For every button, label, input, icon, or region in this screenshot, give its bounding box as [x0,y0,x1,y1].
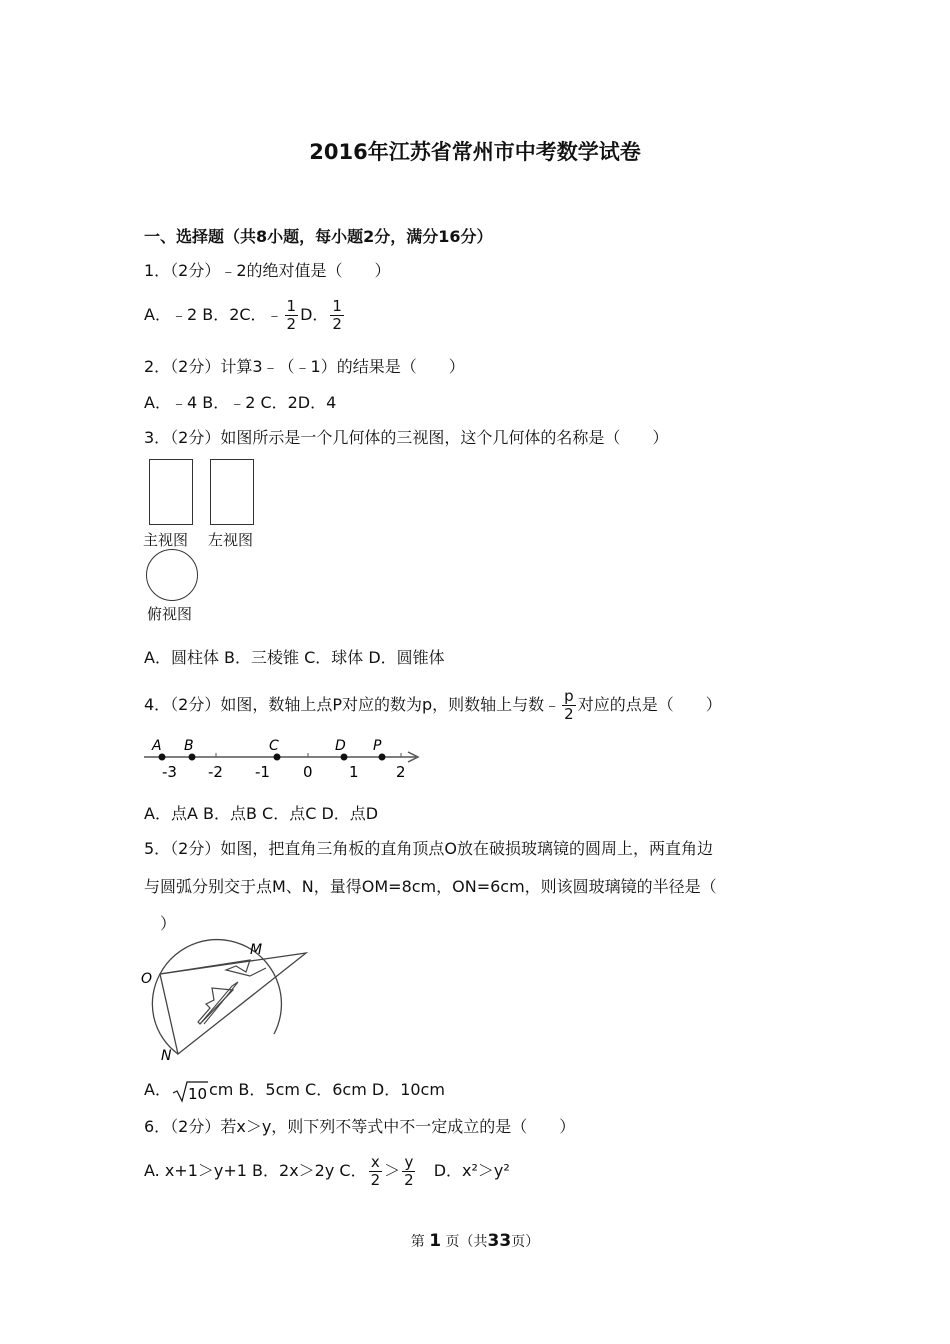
question-5-options [144,1077,445,1103]
q5-options-rest: cm B．5cm C．6cm D．10cm [208,1080,445,1099]
label-p: P [373,738,382,754]
triangle-broken-edge [160,960,266,976]
frac-num: y [404,1153,414,1171]
footer-pre: 第 [410,1234,425,1250]
point-c-dot [274,754,281,761]
question-4-options: A．点A B．点B C．点C D．点D [144,804,379,823]
question-1-stem: 1．（2分）﹣2的绝对值是（ ） [144,261,391,280]
question-1-options [144,298,346,333]
footer-post: 页） [511,1234,540,1250]
question-2-stem: 2．（2分）计算3﹣（﹣1）的结果是（ ） [144,357,465,376]
frac-num: p [564,687,574,705]
point-a-dot [159,754,166,761]
frac-den: 2 [286,315,297,333]
number-line-figure [140,735,430,783]
left-view-rectangle [210,459,254,525]
label-d: D [335,738,346,754]
q4-stem-post: 对应的点是（ ） [577,695,722,714]
q5-option-a-prefix: A． [144,1080,171,1099]
fraction-one-half [330,298,344,333]
q4-stem-pre: 4．（2分）如图，数轴上点P对应的数为p，则数轴上与数﹣ [144,695,561,714]
frac-num: 1 [286,297,297,315]
sqrt-ten [171,1079,209,1103]
question-3-options: A．圆柱体 B．三棱锥 C．球体 D．圆锥体 [144,648,445,667]
question-5-stem-line3: ） [144,914,177,933]
footer-mid: 页（共 [445,1234,488,1250]
tick-label: 2 [396,763,406,781]
frac-den: 2 [564,705,574,723]
question-6-options [144,1154,510,1189]
frac-den: 2 [404,1171,414,1189]
q1-options-text: A．﹣2 B．2C．﹣ [144,305,283,324]
top-view-circle [146,549,198,601]
point-d-dot [341,754,348,761]
tick-label: 0 [303,763,313,781]
label-a: A [152,738,162,754]
section-heading: 一、选择题（共8小题，每小题2分，满分16分） [144,227,493,246]
tick-label: -3 [162,763,177,781]
q6-options-ab: A. x+1＞y+1 B．2x＞2y C． [144,1161,367,1180]
tick-label: -1 [255,763,270,781]
q1-option-d: D． [300,305,329,324]
triangle-circle-figure [138,938,318,1068]
question-5-stem-line2: 与圆弧分别交于点M、N，量得OM=8cm，ON=6cm，则该圆玻璃镜的半径是（ [144,877,717,896]
page-title: 2016年江苏省常州市中考数学试卷 [309,140,641,164]
question-3-stem: 3．（2分）如图所示是一个几何体的三视图，这个几何体的名称是（ ） [144,428,669,447]
tick-label: 1 [349,763,359,781]
fraction-one-half [285,298,299,333]
frac-num: x [370,1153,380,1171]
fraction-y-over-2 [402,1154,416,1189]
question-4-stem [144,688,722,723]
left-view-label: 左视图 [208,531,254,549]
front-view-label: 主视图 [143,531,189,549]
frac-den: 2 [332,315,342,333]
page-number: 1 [429,1231,442,1251]
tick-label: -2 [208,763,223,781]
q6-option-d: D．x²＞y² [433,1161,510,1180]
label-m: M [250,942,263,958]
frac-den: 2 [370,1171,381,1189]
front-view-rectangle [149,459,193,525]
fraction-x-over-2 [369,1154,383,1189]
question-2-options: A．﹣4 B．﹣2 C．2D．4 [144,393,337,412]
point-p-dot [379,754,386,761]
question-5-stem-line1: 5．（2分）如图，把直角三角板的直角顶点O放在破损玻璃镜的圆周上，两直角边 [144,839,713,858]
page-footer [0,1231,950,1251]
top-view-label: 俯视图 [147,605,193,623]
label-b: B [184,738,194,754]
frac-num: 1 [332,297,342,315]
triangle-outer [160,953,306,1054]
label-o: O [141,971,153,987]
sqrt-radicand: 10 [187,1084,208,1103]
label-c: C [269,738,279,754]
greater-than-sign: ＞ [384,1161,401,1180]
total-pages: 33 [487,1231,512,1251]
point-b-dot [189,754,196,761]
label-n: N [161,1048,172,1064]
fraction-p-over-2 [562,688,576,723]
broken-circle-arc [152,974,178,1054]
question-6-stem: 6．（2分）若x＞y，则下列不等式中不一定成立的是（ ） [144,1117,576,1136]
